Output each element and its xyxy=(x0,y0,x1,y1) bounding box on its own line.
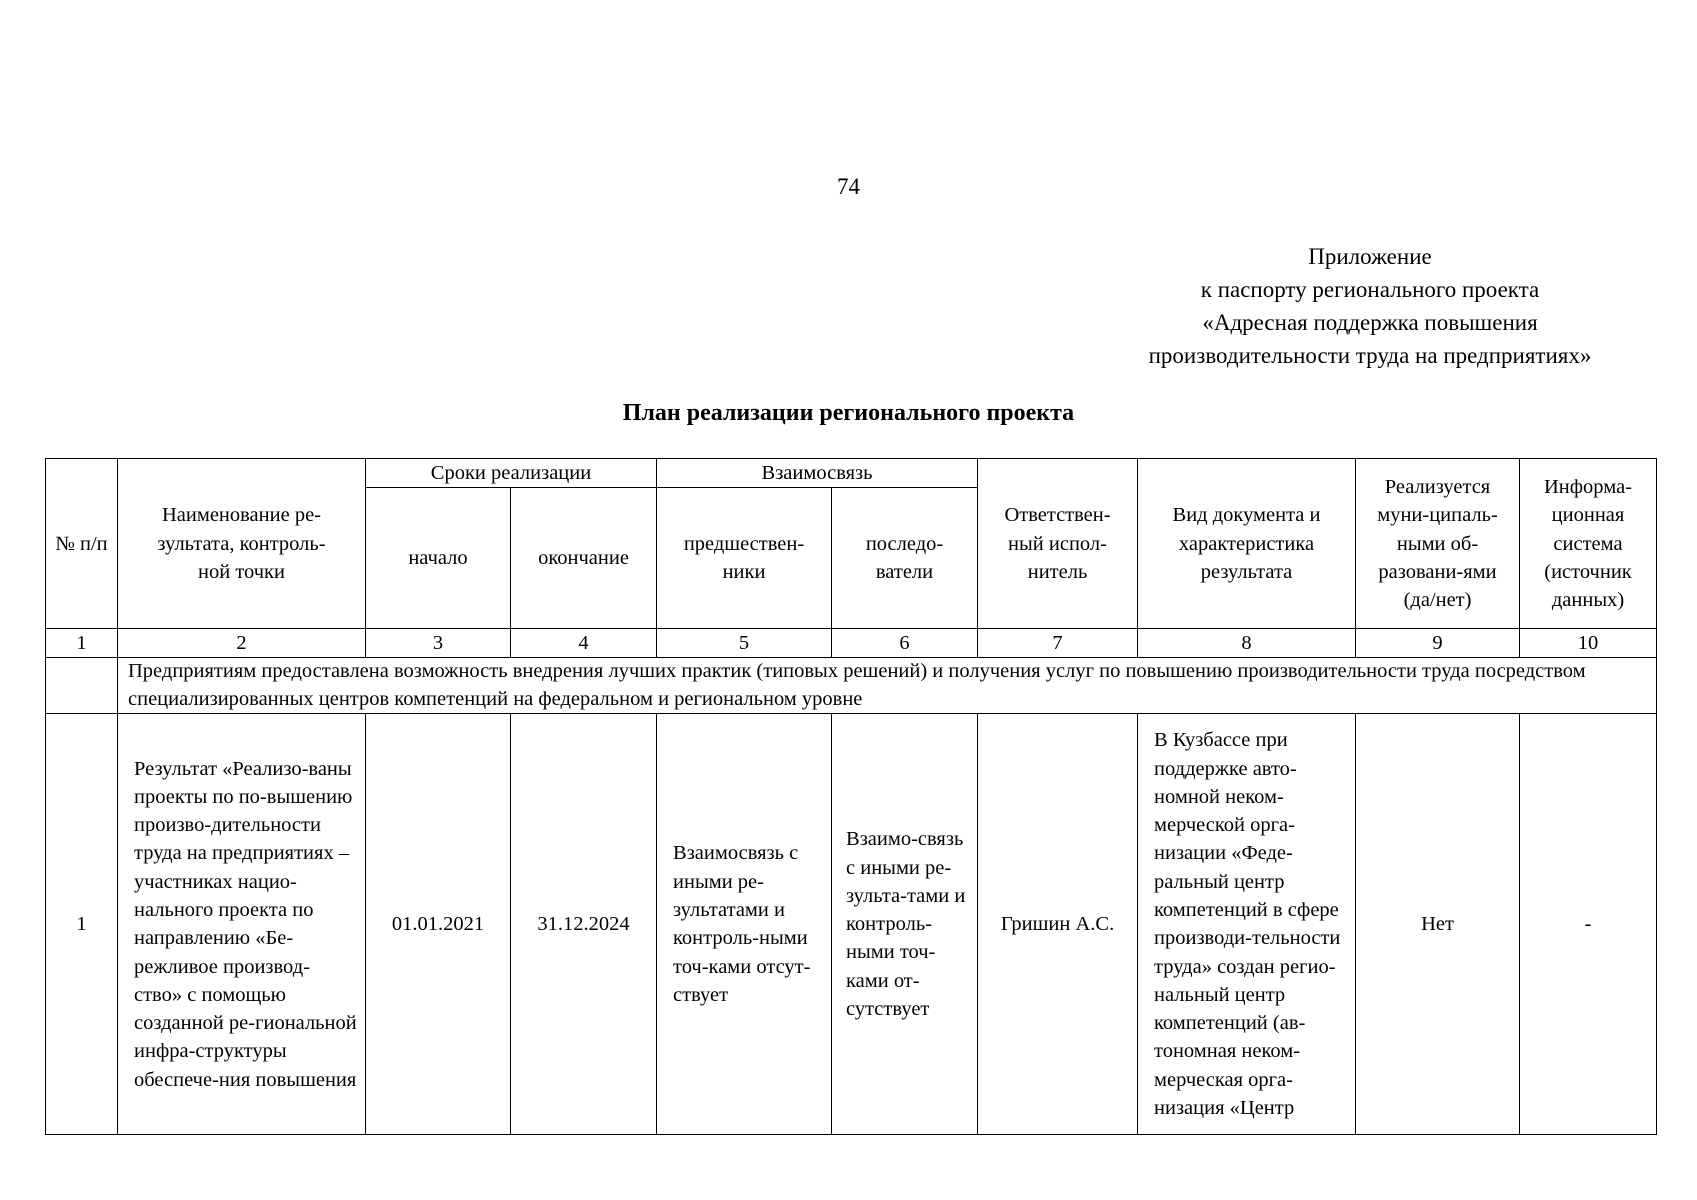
column-number: 9 xyxy=(1356,629,1520,658)
row-info-system: - xyxy=(1520,714,1657,1135)
header-num: № п/п xyxy=(46,459,118,629)
row-municipal: Нет xyxy=(1356,714,1520,1135)
appendix-line: производительности труда на предприятиях» xyxy=(1148,343,1592,368)
header-doc-type: Вид документа и характеристика результата xyxy=(1138,459,1356,629)
column-number: 5 xyxy=(657,629,832,658)
header-terms: Сроки реализации xyxy=(366,459,657,488)
goal-text: Предприятиям предоставлена возможность внедрения лучших практик (типовых решений) и получения услуг по повышению производительности труда посредством специализированных центров компетенций на федеральном и региональном уровне xyxy=(118,658,1657,714)
document-title: План реализации регионального проекта xyxy=(622,400,1075,426)
column-number: 1 xyxy=(46,629,118,658)
header-executor: Ответствен-ный испол-нитель xyxy=(978,459,1138,629)
column-number: 8 xyxy=(1138,629,1356,658)
row-executor: Гришин А.С. xyxy=(978,714,1138,1135)
column-number: 4 xyxy=(511,629,657,658)
appendix-line: «Адресная поддержка повышения xyxy=(1202,310,1538,335)
header-relation: Взаимосвязь xyxy=(657,459,978,488)
header-successors: последо-ватели xyxy=(832,488,978,629)
plan-table xyxy=(45,458,1657,1135)
header-end: окончание xyxy=(511,488,657,629)
column-number: 10 xyxy=(1520,629,1657,658)
row-doc-type: В Кузбассе при поддержке авто-номной неком-мерческой орга-низации «Феде-ральный центр компетенций в сфере производи-тельности труда» создан регио-нальный центр компетенций (ав-тономная неком-мерческая орга-низация «Центр xyxy=(1138,714,1356,1135)
column-numbers-row xyxy=(46,629,1657,658)
appendix-line: Приложение xyxy=(1308,244,1432,269)
page-number: 74 xyxy=(837,174,860,199)
table-row xyxy=(46,714,1657,1135)
goal-num-cell xyxy=(46,658,118,714)
appendix-note xyxy=(1090,240,1650,372)
header-name: Наименование ре-зультата, контроль-ной точки xyxy=(118,459,366,629)
header-info-system: Информа-ционная система (источник данных) xyxy=(1520,459,1657,629)
row-name: Результат «Реализо-ваны проекты по по-вышению произво-дительности труда на предприятиях – участниках нацио-нального проекта по направлению «Бе-режливое производ-ство» с помощью созданной ре-гиональной инфра-структуры обеспече-ния повышения xyxy=(118,714,366,1135)
column-number: 2 xyxy=(118,629,366,658)
header-row-top xyxy=(46,459,1657,488)
goal-row xyxy=(46,658,1657,714)
appendix-line: к паспорту регионального проекта xyxy=(1200,277,1540,302)
row-start-date: 01.01.2021 xyxy=(366,714,511,1135)
row-num: 1 xyxy=(46,714,118,1135)
row-successors: Взаимо-связь с иными ре-зульта-тами и контроль-ными точ-ками от-сутствует xyxy=(832,714,978,1135)
column-number: 6 xyxy=(832,629,978,658)
header-municipal: Реализуется муни-ципаль-ными об-разовани-ями (да/нет) xyxy=(1356,459,1520,629)
header-start: начало xyxy=(366,488,511,629)
column-number: 3 xyxy=(366,629,511,658)
row-end-date: 31.12.2024 xyxy=(511,714,657,1135)
column-number: 7 xyxy=(978,629,1138,658)
header-predecessors: предшествен-ники xyxy=(657,488,832,629)
row-predecessors: Взаимосвязь с иными ре-зультатами и контроль-ными точ-ками отсут-ствует xyxy=(657,714,832,1135)
